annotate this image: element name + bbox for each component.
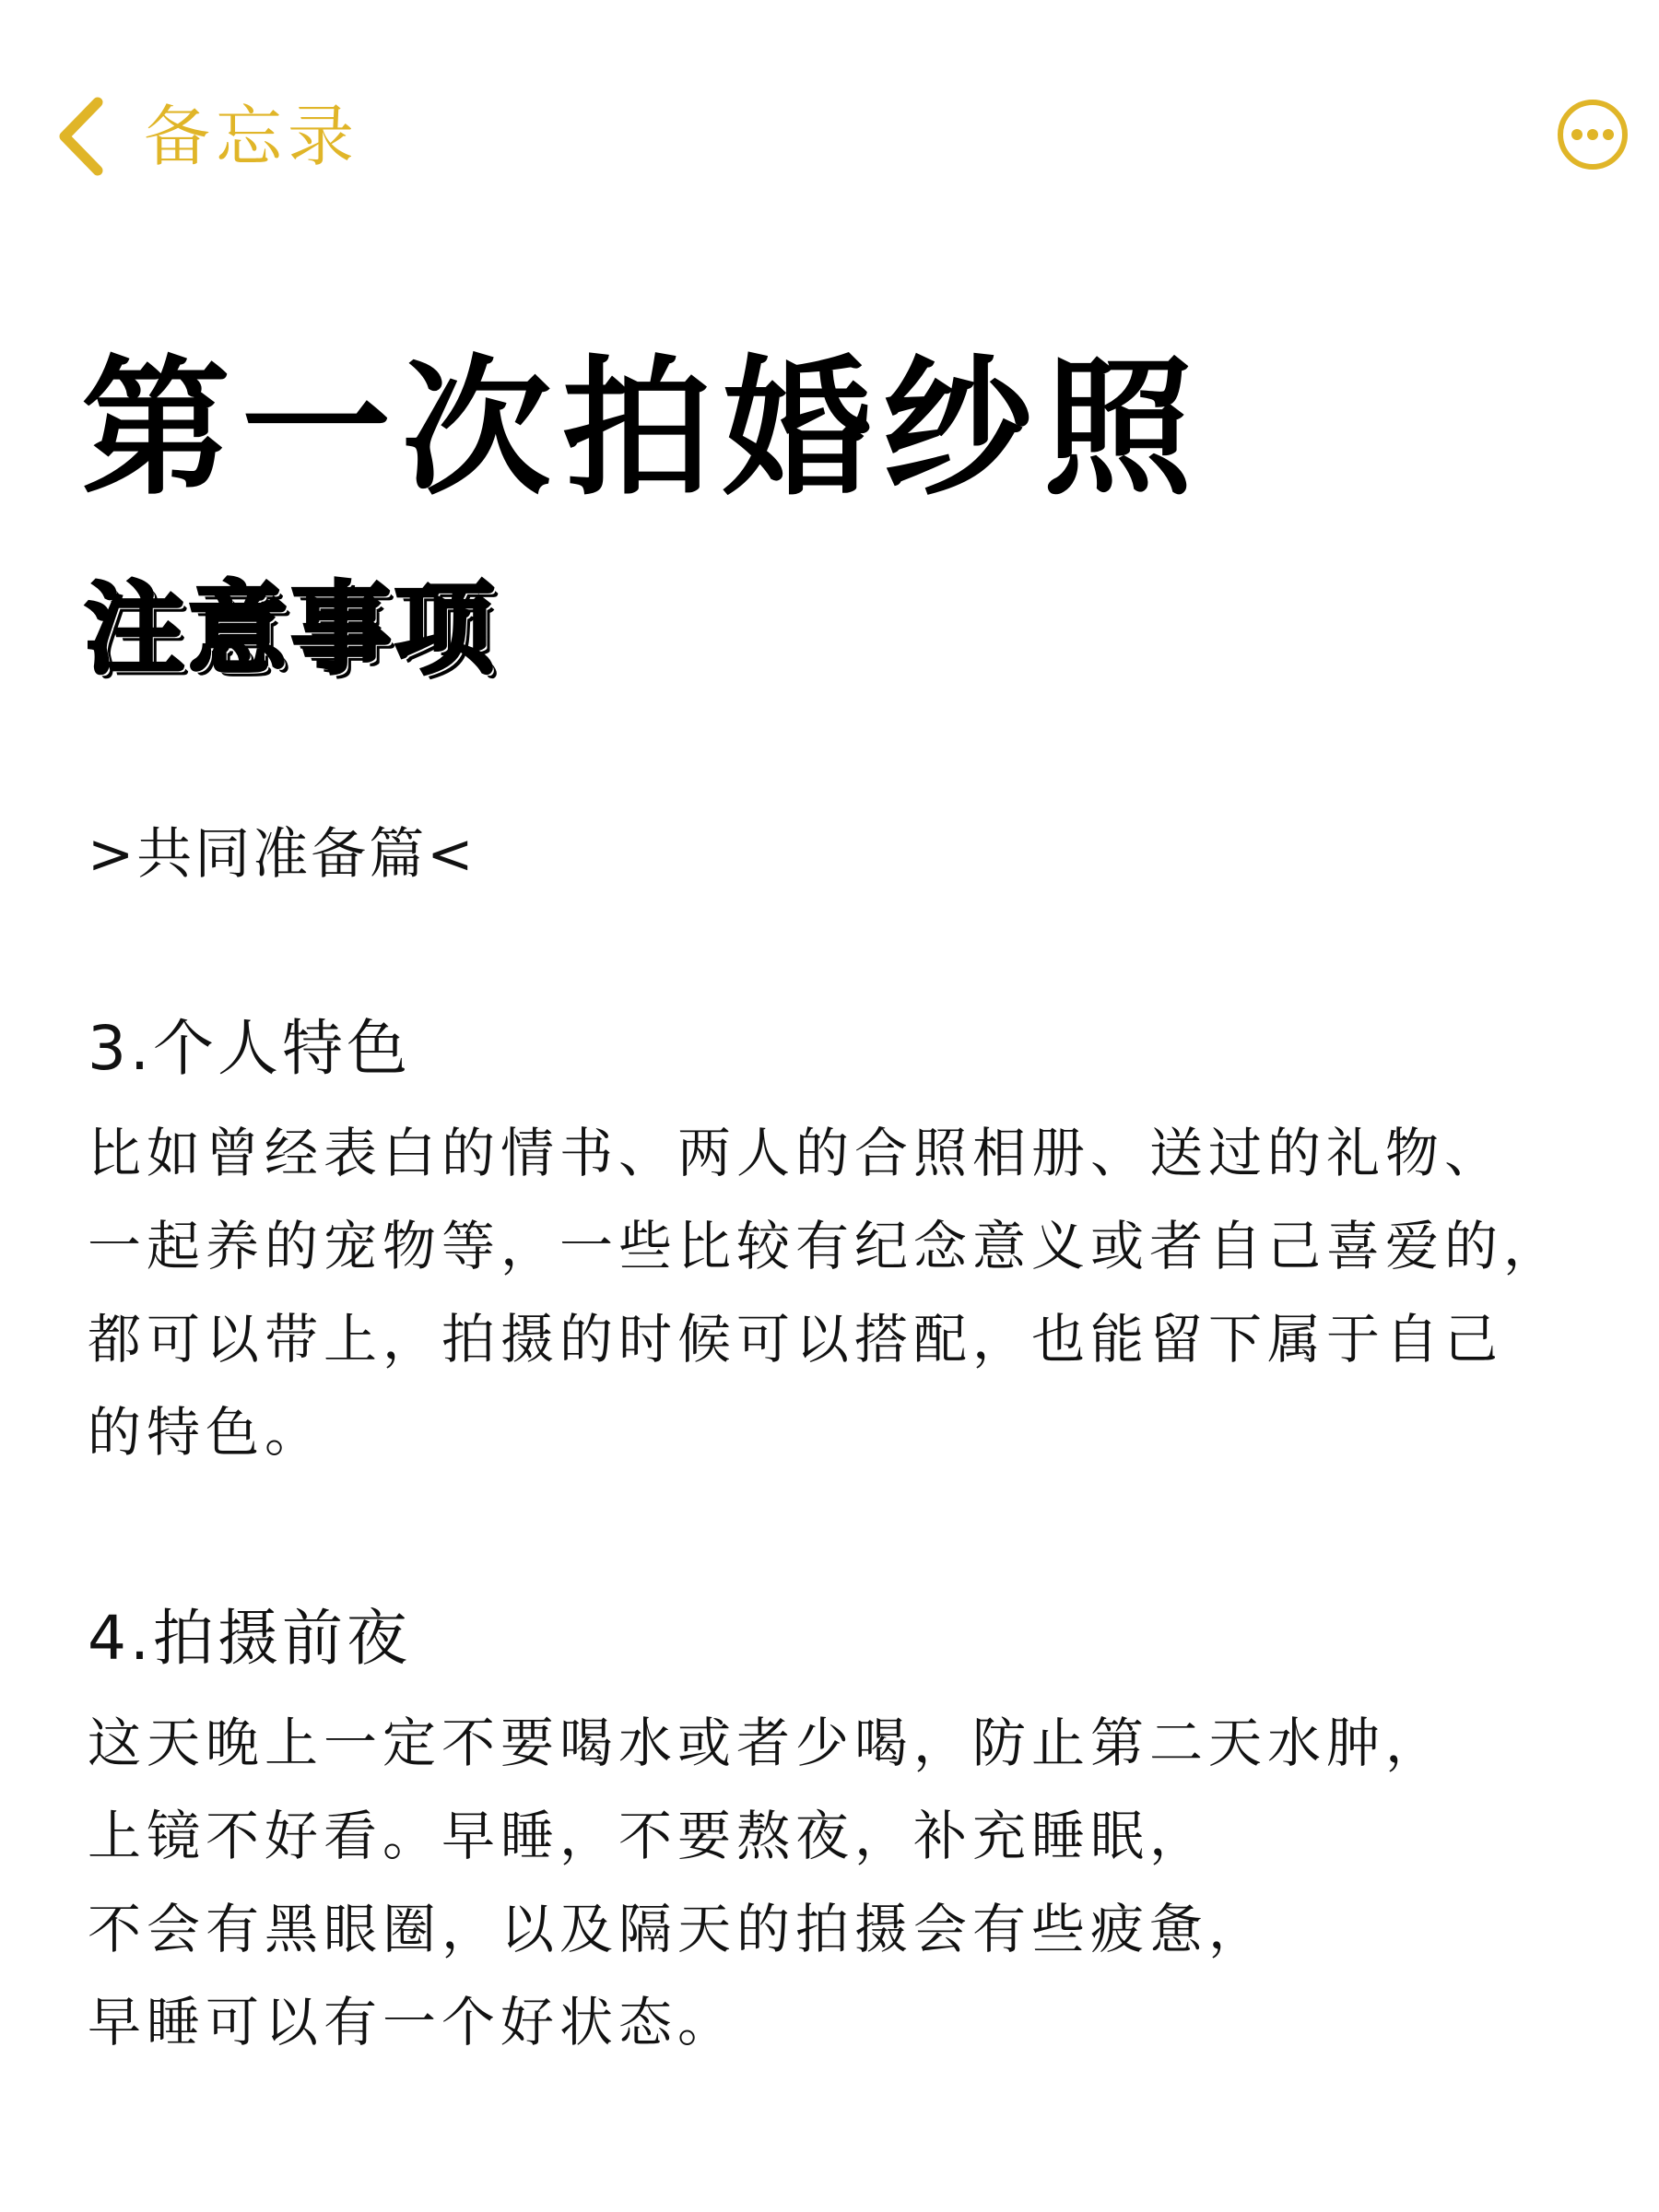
note-line: 不会有黑眼圈，以及隔天的拍摄会有些疲惫， bbox=[88, 1898, 1268, 1960]
note-item bbox=[88, 1013, 1618, 1479]
note-line: 一起养的宠物等，一些比较有纪念意义或者自己喜爱的， bbox=[88, 1215, 1563, 1277]
note-item-heading: 3.个人特色 bbox=[88, 1013, 411, 1084]
more-button[interactable] bbox=[1556, 98, 1630, 171]
note-item bbox=[88, 1603, 1618, 2069]
chevron-left-icon bbox=[57, 97, 105, 176]
page-subtitle: 注意事项 bbox=[85, 572, 499, 688]
page-title: 第一次拍婚纱照 bbox=[81, 343, 1204, 516]
note-item-heading: 4.拍摄前夜 bbox=[88, 1603, 411, 1674]
nav-bar bbox=[0, 0, 1659, 276]
note-line: 都可以带上，拍摄的时候可以搭配，也能留下属于自己 bbox=[88, 1308, 1504, 1371]
note-item-body bbox=[88, 1697, 1618, 2069]
more-icon bbox=[1556, 98, 1630, 171]
note-item-body bbox=[88, 1107, 1618, 1479]
note-line: 比如曾经表白的情书、两人的合照相册、送过的礼物、 bbox=[88, 1122, 1504, 1184]
note-line: 早睡可以有一个好状态。 bbox=[88, 1991, 737, 2053]
note-line: 的特色。 bbox=[88, 1401, 324, 1464]
back-label: 备忘录 bbox=[144, 98, 360, 175]
note-line: 这天晚上一定不要喝水或者少喝，防止第二天水肿， bbox=[88, 1712, 1445, 1774]
back-button[interactable] bbox=[57, 90, 359, 182]
section-label: >共同准备篇< bbox=[88, 822, 477, 887]
note-line: 上镜不好看。早睡，不要熬夜，补充睡眠， bbox=[88, 1805, 1209, 1867]
